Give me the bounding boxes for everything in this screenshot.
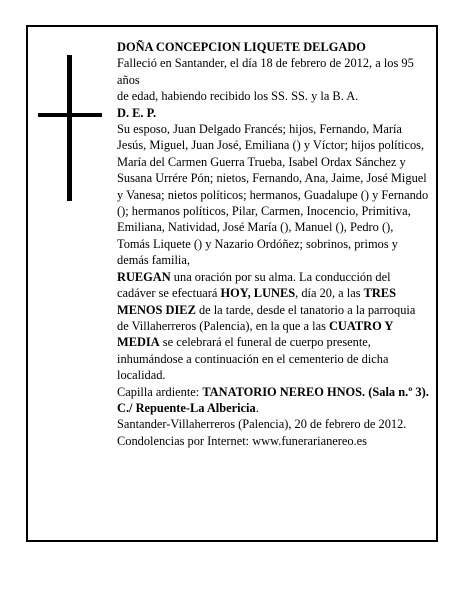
family-paragraph: Su esposo, Juan Delgado Francés; hijos, Fernando, María Jesús, Miguel, Juan José, Emiliana () y Víctor; hijos políticos, María del Carmen Guerra Trueba, Isabel Ordax Sánchez y Susana Urrére Pón; nietos, Fernando, Ana, Jaime, José Miguel y Vanesa; nietos políticos; hermanos, Guadalupe () y Fernando (); hermanos políticos, Pilar, Carmen, Inocencio, Primitiva, Emiliana, Natividad, José María (), Manuel (), Pedro (), Tomás Liquete () y Nazario Ordóñez; sobrinos, primos y demás familia, [117,122,429,268]
ceremony-text-1: una oración por su alma. La conducción del cadáver se efectuará [117,269,391,301]
chapel-line [117,384,429,417]
cross-horizontal-bar [38,113,102,117]
death-line: Falleció en Santander, el día 18 de febrero de 2012, a los 95 años [117,56,414,87]
condolences-line: Condolencias por Internet: www.funerarianereo.es [117,433,368,448]
chapel-place: TANATORIO NEREO HNOS. (Sala n.º 3). C./ Repuente-La Albericia [117,384,429,415]
tres-menos-diez: TRES MENOS DIEZ [117,286,396,317]
ceremony-text-3: de la tarde, desde el tanatorio a la parroquia de Villaherreros (Palencia), en la que a las [117,302,416,333]
cross-icon [38,55,102,201]
rip-line: D. E. P. [117,105,157,120]
chapel-label: Capilla ardiente: [117,384,203,399]
hoy-lunes: HOY, LUNES [220,286,296,301]
cross-vertical-bar [67,55,72,201]
sacraments-line: de edad, habiendo recibido los SS. SS. y la B. A. [117,89,359,104]
cuatro-y-media: CUATRO Y MEDIA [117,318,393,350]
ceremony-text-4: se celebrará el funeral de cuerpo presente, inhumándose a continuación en el cementerio de dicha localidad. [117,335,389,383]
ceremony-paragraph [117,269,429,384]
notice-text [117,39,429,449]
obituary-notice [26,25,438,542]
ceremony-text-2: , día 20, a las [295,286,364,301]
chapel-end: . [255,400,259,415]
place-date: Santander-Villaherreros (Palencia), 20 de febrero de 2012. [117,417,407,432]
ruegan-word: RUEGAN [117,269,171,284]
deceased-name: DOÑA CONCEPCION LIQUETE DELGADO [117,40,366,54]
